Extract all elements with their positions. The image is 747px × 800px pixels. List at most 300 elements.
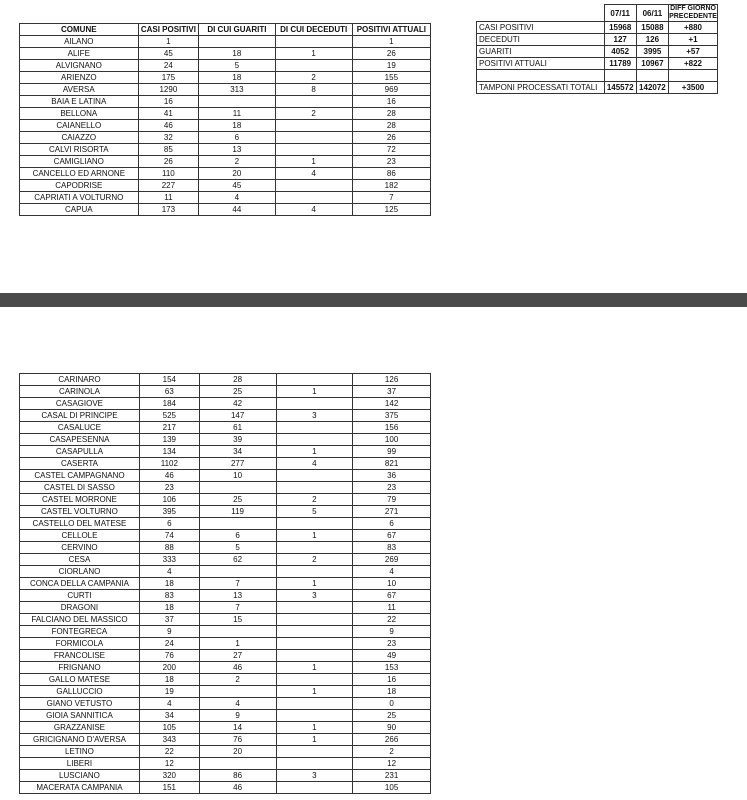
cell-positivi-attuali: 86 [352,168,430,180]
cell-positivi-attuali: 156 [353,422,431,434]
table-row [20,650,431,662]
cell-deceduti [276,470,353,482]
cell-casi-positivi: 22 [139,746,199,758]
cell-guariti: 44 [199,204,275,216]
cell-guariti: 27 [199,650,276,662]
cell-deceduti [276,626,353,638]
cell-deceduti [275,120,352,132]
header-casi-positivi: CASI POSITIVI [138,24,199,36]
cell-casi-positivi: 11 [138,192,199,204]
cell-positivi-attuali: 2 [353,746,431,758]
cell-casi-positivi: 320 [139,770,199,782]
cell-deceduti [276,566,353,578]
cell-casi-positivi: 18 [139,578,199,590]
cell-guariti [199,36,275,48]
cell-comune: CASTEL CAMPAGNANO [20,470,140,482]
cell-comune: FALCIANO DEL MASSICO [20,614,140,626]
cell-positivi-attuali: 231 [353,770,431,782]
cell-positivi-attuali: 9 [353,626,431,638]
cell-positivi-attuali: 269 [353,554,431,566]
cell-casi-positivi: 200 [139,662,199,674]
summary-value-current: 11789 [604,58,636,70]
summary-value-previous: 3995 [636,46,668,58]
header-comune: COMUNE [20,24,139,36]
cell-deceduti [276,434,353,446]
summary-value-diff: +57 [669,46,718,58]
cell-comune: FONTEGRECA [20,626,140,638]
cell-guariti: 13 [199,144,275,156]
pdf-page-2 [0,307,747,800]
table-row [20,168,431,180]
table-header-row [20,24,431,36]
cell-casi-positivi: 32 [138,132,199,144]
cell-guariti: 13 [199,590,276,602]
table-row [20,626,431,638]
cell-casi-positivi: 37 [139,614,199,626]
cell-guariti: 6 [199,132,275,144]
cell-deceduti [276,602,353,614]
summary-table [476,4,718,94]
summary-label: TAMPONI PROCESSATI TOTALI [477,82,605,94]
cell-comune: LIBERI [20,758,140,770]
cell-casi-positivi: 6 [139,518,199,530]
summary-row [477,58,718,70]
cell-casi-positivi: 24 [138,60,199,72]
cell-guariti: 5 [199,542,276,554]
cell-comune: GRAZZANISE [20,722,140,734]
cell-positivi-attuali: 49 [353,650,431,662]
cell-comune: LUSCIANO [20,770,140,782]
table-row [20,662,431,674]
cell-casi-positivi: 175 [138,72,199,84]
table-row [20,698,431,710]
cell-comune: CELLOLE [20,530,140,542]
summary-row-tamponi [477,82,718,94]
cell-deceduti: 5 [276,506,353,518]
cell-positivi-attuali: 36 [353,470,431,482]
cell-comune: GIANO VETUSTO [20,698,140,710]
cell-deceduti [276,482,353,494]
summary-date-current: 07/11 [604,5,636,22]
table-row [20,770,431,782]
cell-positivi-attuali: 83 [353,542,431,554]
cell-deceduti [276,542,353,554]
table-row [20,686,431,698]
cell-deceduti: 8 [275,84,352,96]
summary-value-previous: 126 [636,34,668,46]
cell-guariti: 14 [199,722,276,734]
summary-value-previous: 15088 [636,22,668,34]
summary-body [477,22,718,70]
cell-casi-positivi: 24 [139,638,199,650]
cell-casi-positivi: 9 [139,626,199,638]
cell-comune: CAPRIATI A VOLTURNO [20,192,139,204]
summary-label: DECEDUTI [477,34,605,46]
cell-comune: MACERATA CAMPANIA [20,782,140,794]
cell-positivi-attuali: 142 [353,398,431,410]
table-row [20,746,431,758]
cell-comune: CAPODRISE [20,180,139,192]
table-row [20,518,431,530]
table-body [20,36,431,216]
cell-positivi-attuali: 99 [353,446,431,458]
summary-date-previous: 06/11 [636,5,668,22]
cell-positivi-attuali: 182 [352,180,430,192]
cell-comune: GRICIGNANO D'AVERSA [20,734,140,746]
cell-positivi-attuali: 969 [352,84,430,96]
summary-value-current: 4052 [604,46,636,58]
cell-guariti: 18 [199,48,275,60]
cell-positivi-attuali: 12 [353,758,431,770]
cell-positivi-attuali: 23 [353,638,431,650]
summary-value-diff: +822 [669,58,718,70]
table-row [20,144,431,156]
cell-comune: ALVIGNANO [20,60,139,72]
cell-casi-positivi: 18 [139,602,199,614]
cell-guariti: 2 [199,674,276,686]
cell-positivi-attuali: 28 [352,120,430,132]
summary-diff-header: DIFF GIORNO PRECEDENTE [669,5,717,20]
cell-guariti: 61 [199,422,276,434]
summary-value-previous: 142072 [636,82,668,94]
cell-deceduti [276,614,353,626]
table-row [20,554,431,566]
cell-casi-positivi: 173 [138,204,199,216]
cell-guariti: 313 [199,84,275,96]
cell-comune: CASERTA [20,458,140,470]
cell-casi-positivi: 525 [139,410,199,422]
summary-value-current: 145572 [604,82,636,94]
table-row [20,458,431,470]
cell-casi-positivi: 151 [139,782,199,794]
cell-guariti: 76 [199,734,276,746]
cell-positivi-attuali: 26 [352,48,430,60]
cell-deceduti [276,422,353,434]
cell-casi-positivi: 1102 [139,458,199,470]
table-row [20,542,431,554]
cell-comune: CAMIGLIANO [20,156,139,168]
summary-value-current: 127 [604,34,636,46]
cell-deceduti [276,746,353,758]
cell-casi-positivi: 76 [139,650,199,662]
cell-positivi-attuali: 28 [352,108,430,120]
cell-deceduti: 1 [276,386,353,398]
cell-guariti: 4 [199,192,275,204]
cell-guariti: 46 [199,782,276,794]
summary-value-diff: +880 [669,22,718,34]
table-row [20,386,431,398]
cell-casi-positivi: 343 [139,734,199,746]
cell-casi-positivi: 16 [138,96,199,108]
cell-deceduti [275,96,352,108]
cell-deceduti [276,710,353,722]
cell-guariti: 9 [199,710,276,722]
cell-guariti: 39 [199,434,276,446]
table-row [20,566,431,578]
cell-guariti: 42 [199,398,276,410]
table-row [20,422,431,434]
cell-casi-positivi: 139 [139,434,199,446]
cell-guariti [199,758,276,770]
cell-guariti [199,686,276,698]
table-row [20,48,431,60]
summary-row [477,46,718,58]
cell-guariti: 11 [199,108,275,120]
table-row [20,530,431,542]
cell-comune: FRANCOLISE [20,650,140,662]
cell-comune: GALLUCCIO [20,686,140,698]
table-row [20,590,431,602]
cell-casi-positivi: 18 [139,674,199,686]
cell-positivi-attuali: 105 [353,782,431,794]
cell-deceduti: 1 [276,578,353,590]
cell-positivi-attuali: 7 [352,192,430,204]
cell-casi-positivi: 395 [139,506,199,518]
summary-row [477,34,718,46]
cell-guariti: 20 [199,168,275,180]
cell-deceduti [275,132,352,144]
cell-deceduti [275,180,352,192]
cell-guariti: 4 [199,698,276,710]
cell-positivi-attuali: 155 [352,72,430,84]
cell-comune: ALIFE [20,48,139,60]
cell-comune: GIOIA SANNITICA [20,710,140,722]
cell-comune: BAIA E LATINA [20,96,139,108]
cell-guariti [199,626,276,638]
table-row [20,470,431,482]
table-row [20,722,431,734]
cell-comune: CESA [20,554,140,566]
cell-positivi-attuali: 72 [352,144,430,156]
cell-comune: CASAPESENNA [20,434,140,446]
cell-positivi-attuali: 271 [353,506,431,518]
cell-comune: CASAGIOVE [20,398,140,410]
comuni-table-page-1 [19,23,431,216]
cell-casi-positivi: 34 [139,710,199,722]
cell-guariti [199,482,276,494]
summary-header-row [477,5,718,22]
cell-guariti: 6 [199,530,276,542]
cell-comune: CANCELLO ED ARNONE [20,168,139,180]
table-row [20,180,431,192]
table-row [20,782,431,794]
table-row [20,410,431,422]
cell-casi-positivi: 4 [139,698,199,710]
cell-positivi-attuali: 22 [353,614,431,626]
cell-deceduti: 3 [276,590,353,602]
cell-positivi-attuali: 25 [353,710,431,722]
cell-positivi-attuali: 16 [352,96,430,108]
cell-guariti: 62 [199,554,276,566]
cell-comune: CAIAZZO [20,132,139,144]
cell-casi-positivi: 12 [139,758,199,770]
cell-positivi-attuali: 821 [353,458,431,470]
cell-deceduti [276,758,353,770]
cell-deceduti [276,518,353,530]
summary-header-blank [477,5,605,22]
cell-comune: CASTEL VOLTURNO [20,506,140,518]
cell-casi-positivi: 1290 [138,84,199,96]
cell-casi-positivi: 41 [138,108,199,120]
cell-deceduti: 3 [276,410,353,422]
cell-guariti: 46 [199,662,276,674]
cell-deceduti [275,36,352,48]
cell-casi-positivi: 19 [139,686,199,698]
cell-casi-positivi: 110 [138,168,199,180]
cell-guariti: 45 [199,180,275,192]
cell-deceduti [276,698,353,710]
table-row [20,192,431,204]
cell-comune: CASAL DI PRINCIPE [20,410,140,422]
cell-deceduti [276,398,353,410]
cell-guariti: 5 [199,60,275,72]
cell-casi-positivi: 105 [139,722,199,734]
summary-row [477,22,718,34]
cell-guariti: 119 [199,506,276,518]
header-guariti: DI CUI GUARITI [199,24,275,36]
cell-comune: DRAGONI [20,602,140,614]
cell-casi-positivi: 134 [139,446,199,458]
cell-deceduti: 2 [276,554,353,566]
cell-deceduti: 4 [275,168,352,180]
cell-positivi-attuali: 126 [353,374,431,386]
table-row [20,84,431,96]
table-row [20,602,431,614]
cell-deceduti: 1 [276,530,353,542]
table-row [20,506,431,518]
cell-deceduti [276,374,353,386]
cell-guariti [199,96,275,108]
cell-guariti: 10 [199,470,276,482]
cell-deceduti: 1 [276,734,353,746]
cell-casi-positivi: 1 [138,36,199,48]
cell-deceduti: 2 [275,72,352,84]
table-row [20,398,431,410]
header-deceduti: DI CUI DECEDUTI [275,24,352,36]
cell-positivi-attuali: 6 [353,518,431,530]
cell-guariti: 1 [199,638,276,650]
cell-comune: AILANO [20,36,139,48]
table-row [20,72,431,84]
cell-comune: CASTEL MORRONE [20,494,140,506]
cell-positivi-attuali: 23 [353,482,431,494]
comuni-table-page-2 [19,373,431,794]
cell-casi-positivi: 23 [139,482,199,494]
cell-guariti: 86 [199,770,276,782]
cell-casi-positivi: 74 [139,530,199,542]
cell-comune: CAIANELLO [20,120,139,132]
cell-casi-positivi: 154 [139,374,199,386]
cell-guariti: 34 [199,446,276,458]
cell-deceduti: 1 [276,446,353,458]
cell-deceduti: 1 [275,48,352,60]
cell-deceduti: 4 [276,458,353,470]
cell-comune: CASAPULLA [20,446,140,458]
summary-value-current: 15968 [604,22,636,34]
cell-deceduti: 3 [276,770,353,782]
cell-comune: CASTELLO DEL MATESE [20,518,140,530]
table-row [20,578,431,590]
cell-casi-positivi: 217 [139,422,199,434]
summary-label: POSITIVI ATTUALI [477,58,605,70]
cell-casi-positivi: 83 [139,590,199,602]
cell-positivi-attuali: 153 [353,662,431,674]
table-row [20,710,431,722]
cell-positivi-attuali: 26 [352,132,430,144]
page-separator [0,293,747,307]
cell-casi-positivi: 63 [139,386,199,398]
cell-deceduti: 2 [275,108,352,120]
table-row [20,204,431,216]
cell-guariti: 15 [199,614,276,626]
table-body [20,374,431,794]
table-row [20,374,431,386]
cell-deceduti: 1 [276,662,353,674]
summary-label: CASI POSITIVI [477,22,605,34]
cell-positivi-attuali: 11 [353,602,431,614]
cell-deceduti [276,638,353,650]
cell-comune: LETINO [20,746,140,758]
cell-positivi-attuali: 67 [353,590,431,602]
cell-comune: CALVI RISORTA [20,144,139,156]
header-positivi-attuali: POSITIVI ATTUALI [352,24,430,36]
summary-label: GUARITI [477,46,605,58]
table-row [20,494,431,506]
cell-deceduti: 1 [276,722,353,734]
table-row [20,758,431,770]
table-row [20,674,431,686]
cell-guariti: 18 [199,120,275,132]
cell-positivi-attuali: 100 [353,434,431,446]
table-row [20,36,431,48]
cell-guariti: 2 [199,156,275,168]
cell-comune: ARIENZO [20,72,139,84]
cell-casi-positivi: 85 [138,144,199,156]
cell-guariti: 147 [199,410,276,422]
table-row [20,482,431,494]
cell-casi-positivi: 45 [138,48,199,60]
cell-casi-positivi: 184 [139,398,199,410]
cell-comune: AVERSA [20,84,139,96]
cell-comune: CASTEL DI SASSO [20,482,140,494]
cell-positivi-attuali: 1 [352,36,430,48]
cell-comune: CARINARO [20,374,140,386]
table-row [20,132,431,144]
table-row [20,638,431,650]
cell-comune: BELLONA [20,108,139,120]
summary-value-diff: +1 [669,34,718,46]
cell-positivi-attuali: 0 [353,698,431,710]
cell-positivi-attuali: 125 [352,204,430,216]
summary-value-diff: +3500 [669,82,718,94]
cell-deceduti [275,192,352,204]
table-row [20,96,431,108]
cell-deceduti [275,144,352,156]
cell-deceduti: 4 [275,204,352,216]
cell-deceduti [276,650,353,662]
cell-positivi-attuali: 67 [353,530,431,542]
cell-casi-positivi: 4 [139,566,199,578]
cell-comune: CERVINO [20,542,140,554]
cell-positivi-attuali: 90 [353,722,431,734]
cell-positivi-attuali: 10 [353,578,431,590]
cell-positivi-attuali: 23 [352,156,430,168]
summary-gap-row [477,70,718,82]
pdf-page-1 [0,0,747,293]
cell-casi-positivi: 88 [139,542,199,554]
cell-deceduti [275,60,352,72]
cell-positivi-attuali: 19 [352,60,430,72]
